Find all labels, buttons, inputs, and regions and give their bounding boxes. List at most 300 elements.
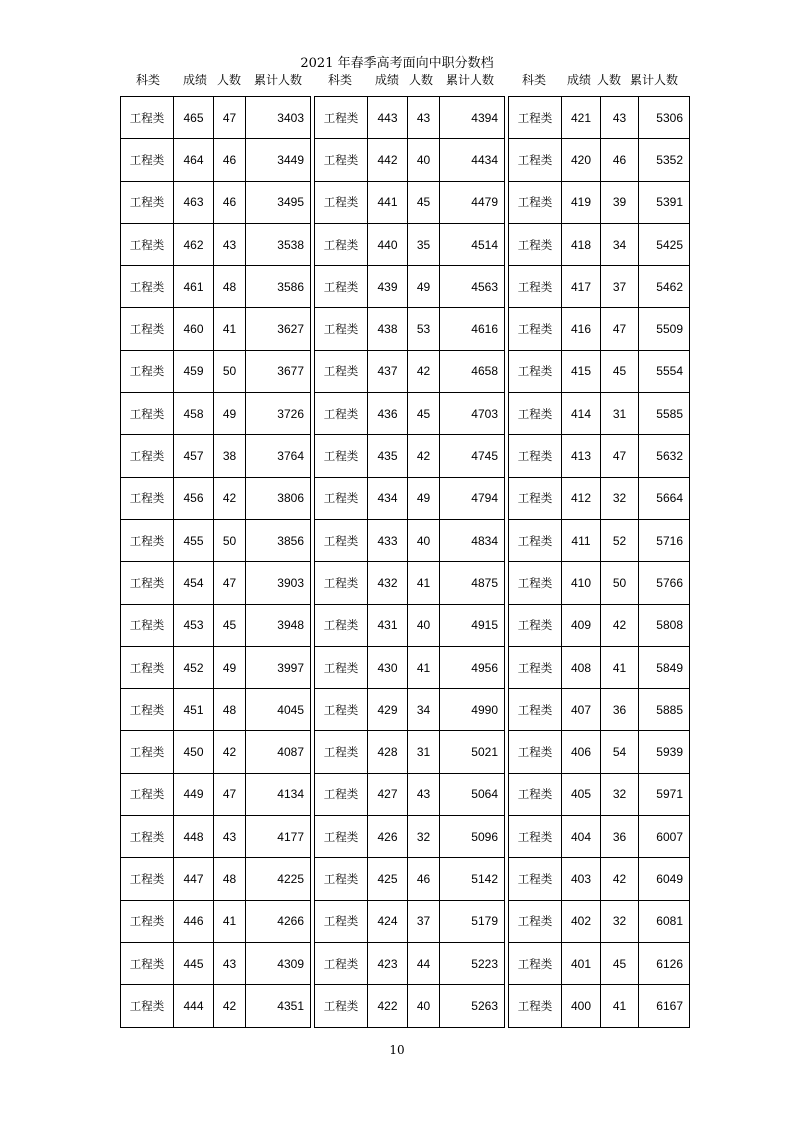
cell-count: 52 [601,519,639,561]
cell-score: 427 [368,773,408,815]
table-row [315,519,505,561]
cell-category: 工程类 [509,942,562,984]
cell-category: 工程类 [509,858,562,900]
cell-category: 工程类 [509,308,562,350]
cell-cumulative: 5425 [639,223,690,265]
cell-cumulative: 3764 [246,435,311,477]
cell-cumulative: 5142 [440,858,505,900]
cell-cumulative: 3403 [246,97,311,139]
cell-cumulative: 5096 [440,816,505,858]
cell-category: 工程类 [121,308,174,350]
cell-score: 454 [174,562,214,604]
cell-count: 41 [408,562,440,604]
cell-score: 445 [174,942,214,984]
table-row [509,900,690,942]
cell-score: 440 [368,223,408,265]
cell-score: 430 [368,646,408,688]
cell-category: 工程类 [509,900,562,942]
cell-score: 452 [174,646,214,688]
header-count: 人数 [596,73,621,87]
cell-cumulative: 4309 [246,942,311,984]
cell-cumulative: 3586 [246,266,311,308]
cell-category: 工程类 [121,519,174,561]
cell-category: 工程类 [509,350,562,392]
cell-cumulative: 6126 [639,942,690,984]
cell-count: 47 [214,97,246,139]
table-row [121,97,311,139]
cell-cumulative: 5632 [639,435,690,477]
page-title: 2021 年春季高考面向中职分数档 [300,56,494,71]
cell-count: 40 [408,519,440,561]
cell-category: 工程类 [509,646,562,688]
cell-category: 工程类 [315,477,368,519]
cell-count: 40 [408,985,440,1027]
cell-category: 工程类 [121,689,174,731]
cell-cumulative: 4915 [440,604,505,646]
cell-cumulative: 5554 [639,350,690,392]
cell-cumulative: 4875 [440,562,505,604]
cell-category: 工程类 [315,858,368,900]
table-row [121,435,311,477]
header-category: 科类 [521,73,546,87]
cell-score: 406 [562,731,601,773]
cell-cumulative: 4956 [440,646,505,688]
cell-score: 435 [368,435,408,477]
cell-count: 48 [214,266,246,308]
table-row [121,477,311,519]
cell-cumulative: 3806 [246,477,311,519]
cell-category: 工程类 [121,942,174,984]
header-category: 科类 [135,73,160,87]
cell-cumulative: 4479 [440,181,505,223]
cell-category: 工程类 [509,223,562,265]
table-row [509,308,690,350]
cell-category: 工程类 [315,519,368,561]
table-row [509,266,690,308]
cell-score: 441 [368,181,408,223]
cell-category: 工程类 [121,139,174,181]
table-row [121,858,311,900]
cell-cumulative: 5391 [639,181,690,223]
cell-count: 49 [408,477,440,519]
cell-cumulative: 4434 [440,139,505,181]
cell-score: 453 [174,604,214,646]
cell-category: 工程类 [121,985,174,1027]
cell-score: 405 [562,773,601,815]
cell-score: 422 [368,985,408,1027]
cell-cumulative: 4394 [440,97,505,139]
table-row [315,773,505,815]
cell-category: 工程类 [315,181,368,223]
cell-cumulative: 3726 [246,393,311,435]
table-row [509,435,690,477]
table-row [315,646,505,688]
table-row [509,139,690,181]
cell-category: 工程类 [121,266,174,308]
cell-score: 442 [368,139,408,181]
table-row [121,646,311,688]
cell-count: 45 [601,350,639,392]
cell-score: 414 [562,393,601,435]
column-headers [0,72,794,90]
table-row [315,435,505,477]
table-row [315,689,505,731]
cell-category: 工程类 [315,731,368,773]
cell-cumulative: 4794 [440,477,505,519]
table-row [121,689,311,731]
cell-score: 419 [562,181,601,223]
cell-count: 43 [408,97,440,139]
cell-score: 465 [174,97,214,139]
cell-category: 工程类 [121,97,174,139]
cell-count: 43 [214,223,246,265]
cell-score: 431 [368,604,408,646]
header-cumulative: 累计人数 [445,73,494,87]
cell-count: 49 [214,646,246,688]
cell-count: 42 [601,858,639,900]
table-row [315,477,505,519]
table-row [509,646,690,688]
cell-count: 50 [601,562,639,604]
cell-score: 459 [174,350,214,392]
cell-score: 449 [174,773,214,815]
cell-category: 工程类 [121,816,174,858]
cell-category: 工程类 [315,985,368,1027]
cell-count: 43 [601,97,639,139]
cell-cumulative: 5585 [639,393,690,435]
cell-count: 32 [601,900,639,942]
score-table-1 [120,96,311,1028]
cell-score: 410 [562,562,601,604]
cell-score: 439 [368,266,408,308]
cell-cumulative: 4834 [440,519,505,561]
cell-count: 37 [408,900,440,942]
cell-count: 41 [214,900,246,942]
table-row [315,223,505,265]
cell-cumulative: 5716 [639,519,690,561]
cell-count: 37 [601,266,639,308]
cell-score: 401 [562,942,601,984]
table-row [509,562,690,604]
cell-category: 工程类 [121,435,174,477]
cell-count: 47 [601,308,639,350]
cell-category: 工程类 [315,900,368,942]
cell-score: 436 [368,393,408,435]
cell-score: 403 [562,858,601,900]
cell-category: 工程类 [121,477,174,519]
cell-cumulative: 4990 [440,689,505,731]
cell-score: 461 [174,266,214,308]
table-row [509,477,690,519]
cell-score: 464 [174,139,214,181]
table-row [509,816,690,858]
cell-category: 工程类 [509,97,562,139]
cell-cumulative: 4266 [246,900,311,942]
table-row [121,942,311,984]
table-row [121,308,311,350]
cell-category: 工程类 [121,393,174,435]
cell-category: 工程类 [509,816,562,858]
cell-category: 工程类 [315,942,368,984]
cell-cumulative: 4658 [440,350,505,392]
table-row [121,773,311,815]
table-row [315,604,505,646]
cell-count: 41 [408,646,440,688]
cell-count: 36 [601,689,639,731]
cell-score: 451 [174,689,214,731]
table-row [315,181,505,223]
cell-count: 53 [408,308,440,350]
cell-score: 456 [174,477,214,519]
cell-count: 48 [214,689,246,731]
cell-score: 402 [562,900,601,942]
cell-category: 工程类 [509,435,562,477]
cell-category: 工程类 [509,519,562,561]
cell-count: 47 [214,773,246,815]
cell-count: 32 [408,816,440,858]
cell-score: 433 [368,519,408,561]
cell-count: 50 [214,519,246,561]
cell-count: 36 [601,816,639,858]
cell-cumulative: 5064 [440,773,505,815]
score-table-2 [314,96,505,1028]
header-count: 人数 [408,73,433,87]
cell-category: 工程类 [121,858,174,900]
table-row [121,985,311,1027]
header-score: 成绩 [182,73,207,87]
cell-category: 工程类 [121,181,174,223]
cell-score: 434 [368,477,408,519]
cell-cumulative: 5179 [440,900,505,942]
cell-cumulative: 4563 [440,266,505,308]
cell-cumulative: 3538 [246,223,311,265]
cell-cumulative: 3627 [246,308,311,350]
cell-count: 49 [214,393,246,435]
cell-score: 417 [562,266,601,308]
cell-score: 429 [368,689,408,731]
cell-count: 38 [214,435,246,477]
cell-score: 420 [562,139,601,181]
cell-category: 工程类 [315,266,368,308]
cell-score: 421 [562,97,601,139]
cell-category: 工程类 [121,731,174,773]
table-row [315,858,505,900]
cell-category: 工程类 [509,266,562,308]
cell-score: 447 [174,858,214,900]
table-row [121,604,311,646]
cell-count: 48 [214,858,246,900]
cell-category: 工程类 [121,773,174,815]
cell-count: 41 [214,308,246,350]
cell-cumulative: 3449 [246,139,311,181]
cell-count: 46 [408,858,440,900]
cell-category: 工程类 [315,604,368,646]
cell-category: 工程类 [315,350,368,392]
cell-category: 工程类 [509,562,562,604]
page-number: 10 [389,1043,405,1057]
cell-cumulative: 5766 [639,562,690,604]
cell-cumulative: 3856 [246,519,311,561]
cell-score: 407 [562,689,601,731]
cell-cumulative: 6049 [639,858,690,900]
cell-category: 工程类 [315,97,368,139]
table-row [315,139,505,181]
table-row [509,689,690,731]
cell-category: 工程类 [121,562,174,604]
table-row [509,97,690,139]
cell-category: 工程类 [509,139,562,181]
cell-count: 34 [408,689,440,731]
cell-score: 457 [174,435,214,477]
cell-category: 工程类 [315,562,368,604]
cell-count: 44 [408,942,440,984]
cell-score: 437 [368,350,408,392]
table-row [509,181,690,223]
table-row [121,223,311,265]
table-row [315,266,505,308]
table-row [315,985,505,1027]
header-cumulative: 累计人数 [253,73,302,87]
cell-cumulative: 5306 [639,97,690,139]
cell-count: 39 [601,181,639,223]
table-row [509,731,690,773]
cell-category: 工程类 [315,646,368,688]
cell-cumulative: 3903 [246,562,311,604]
cell-category: 工程类 [121,900,174,942]
cell-category: 工程类 [121,646,174,688]
cell-score: 450 [174,731,214,773]
cell-cumulative: 6007 [639,816,690,858]
cell-cumulative: 4225 [246,858,311,900]
cell-count: 43 [408,773,440,815]
table-row [509,223,690,265]
cell-cumulative: 5352 [639,139,690,181]
cell-cumulative: 6081 [639,900,690,942]
cell-score: 412 [562,477,601,519]
header-category: 科类 [327,73,352,87]
cell-cumulative: 5223 [440,942,505,984]
cell-count: 45 [601,942,639,984]
cell-cumulative: 4351 [246,985,311,1027]
cell-score: 425 [368,858,408,900]
cell-category: 工程类 [315,816,368,858]
cell-category: 工程类 [509,181,562,223]
cell-count: 43 [214,942,246,984]
table-row [509,985,690,1027]
cell-cumulative: 6167 [639,985,690,1027]
table-row [315,731,505,773]
cell-cumulative: 5462 [639,266,690,308]
cell-score: 424 [368,900,408,942]
cell-category: 工程类 [509,604,562,646]
table-row [315,816,505,858]
table-row [121,562,311,604]
cell-count: 32 [601,477,639,519]
cell-cumulative: 5885 [639,689,690,731]
cell-category: 工程类 [315,435,368,477]
cell-count: 31 [408,731,440,773]
cell-count: 31 [601,393,639,435]
cell-category: 工程类 [315,393,368,435]
header-count: 人数 [216,73,241,87]
cell-count: 47 [601,435,639,477]
cell-score: 418 [562,223,601,265]
cell-count: 42 [214,477,246,519]
cell-score: 448 [174,816,214,858]
header-score: 成绩 [566,73,591,87]
cell-count: 42 [214,985,246,1027]
cell-count: 50 [214,350,246,392]
table-row [509,942,690,984]
table-row [121,139,311,181]
cell-count: 45 [214,604,246,646]
cell-cumulative: 3677 [246,350,311,392]
cell-count: 46 [214,139,246,181]
cell-cumulative: 4745 [440,435,505,477]
header-cumulative: 累计人数 [629,73,678,87]
cell-score: 455 [174,519,214,561]
cell-count: 46 [214,181,246,223]
cell-cumulative: 4087 [246,731,311,773]
cell-category: 工程类 [509,393,562,435]
cell-score: 411 [562,519,601,561]
cell-score: 444 [174,985,214,1027]
cell-category: 工程类 [315,139,368,181]
table-row [509,393,690,435]
cell-score: 463 [174,181,214,223]
cell-count: 47 [214,562,246,604]
table-row [509,604,690,646]
cell-score: 446 [174,900,214,942]
cell-count: 41 [601,646,639,688]
cell-count: 32 [601,773,639,815]
cell-score: 462 [174,223,214,265]
cell-score: 416 [562,308,601,350]
table-row [121,900,311,942]
cell-count: 34 [601,223,639,265]
cell-count: 42 [408,350,440,392]
cell-category: 工程类 [509,689,562,731]
table-row [121,266,311,308]
table-row [509,350,690,392]
cell-cumulative: 3948 [246,604,311,646]
cell-score: 432 [368,562,408,604]
cell-count: 46 [601,139,639,181]
table-row [315,900,505,942]
cell-cumulative: 4703 [440,393,505,435]
cell-cumulative: 4134 [246,773,311,815]
cell-count: 45 [408,181,440,223]
table-row [121,731,311,773]
cell-cumulative: 4177 [246,816,311,858]
cell-score: 458 [174,393,214,435]
cell-score: 404 [562,816,601,858]
cell-category: 工程类 [315,689,368,731]
cell-category: 工程类 [509,477,562,519]
cell-score: 408 [562,646,601,688]
table-row [315,308,505,350]
cell-count: 42 [601,604,639,646]
table-row [509,773,690,815]
cell-count: 40 [408,604,440,646]
cell-cumulative: 4514 [440,223,505,265]
table-row [121,350,311,392]
cell-cumulative: 5263 [440,985,505,1027]
cell-score: 415 [562,350,601,392]
header-score: 成绩 [374,73,399,87]
cell-count: 35 [408,223,440,265]
table-row [315,350,505,392]
